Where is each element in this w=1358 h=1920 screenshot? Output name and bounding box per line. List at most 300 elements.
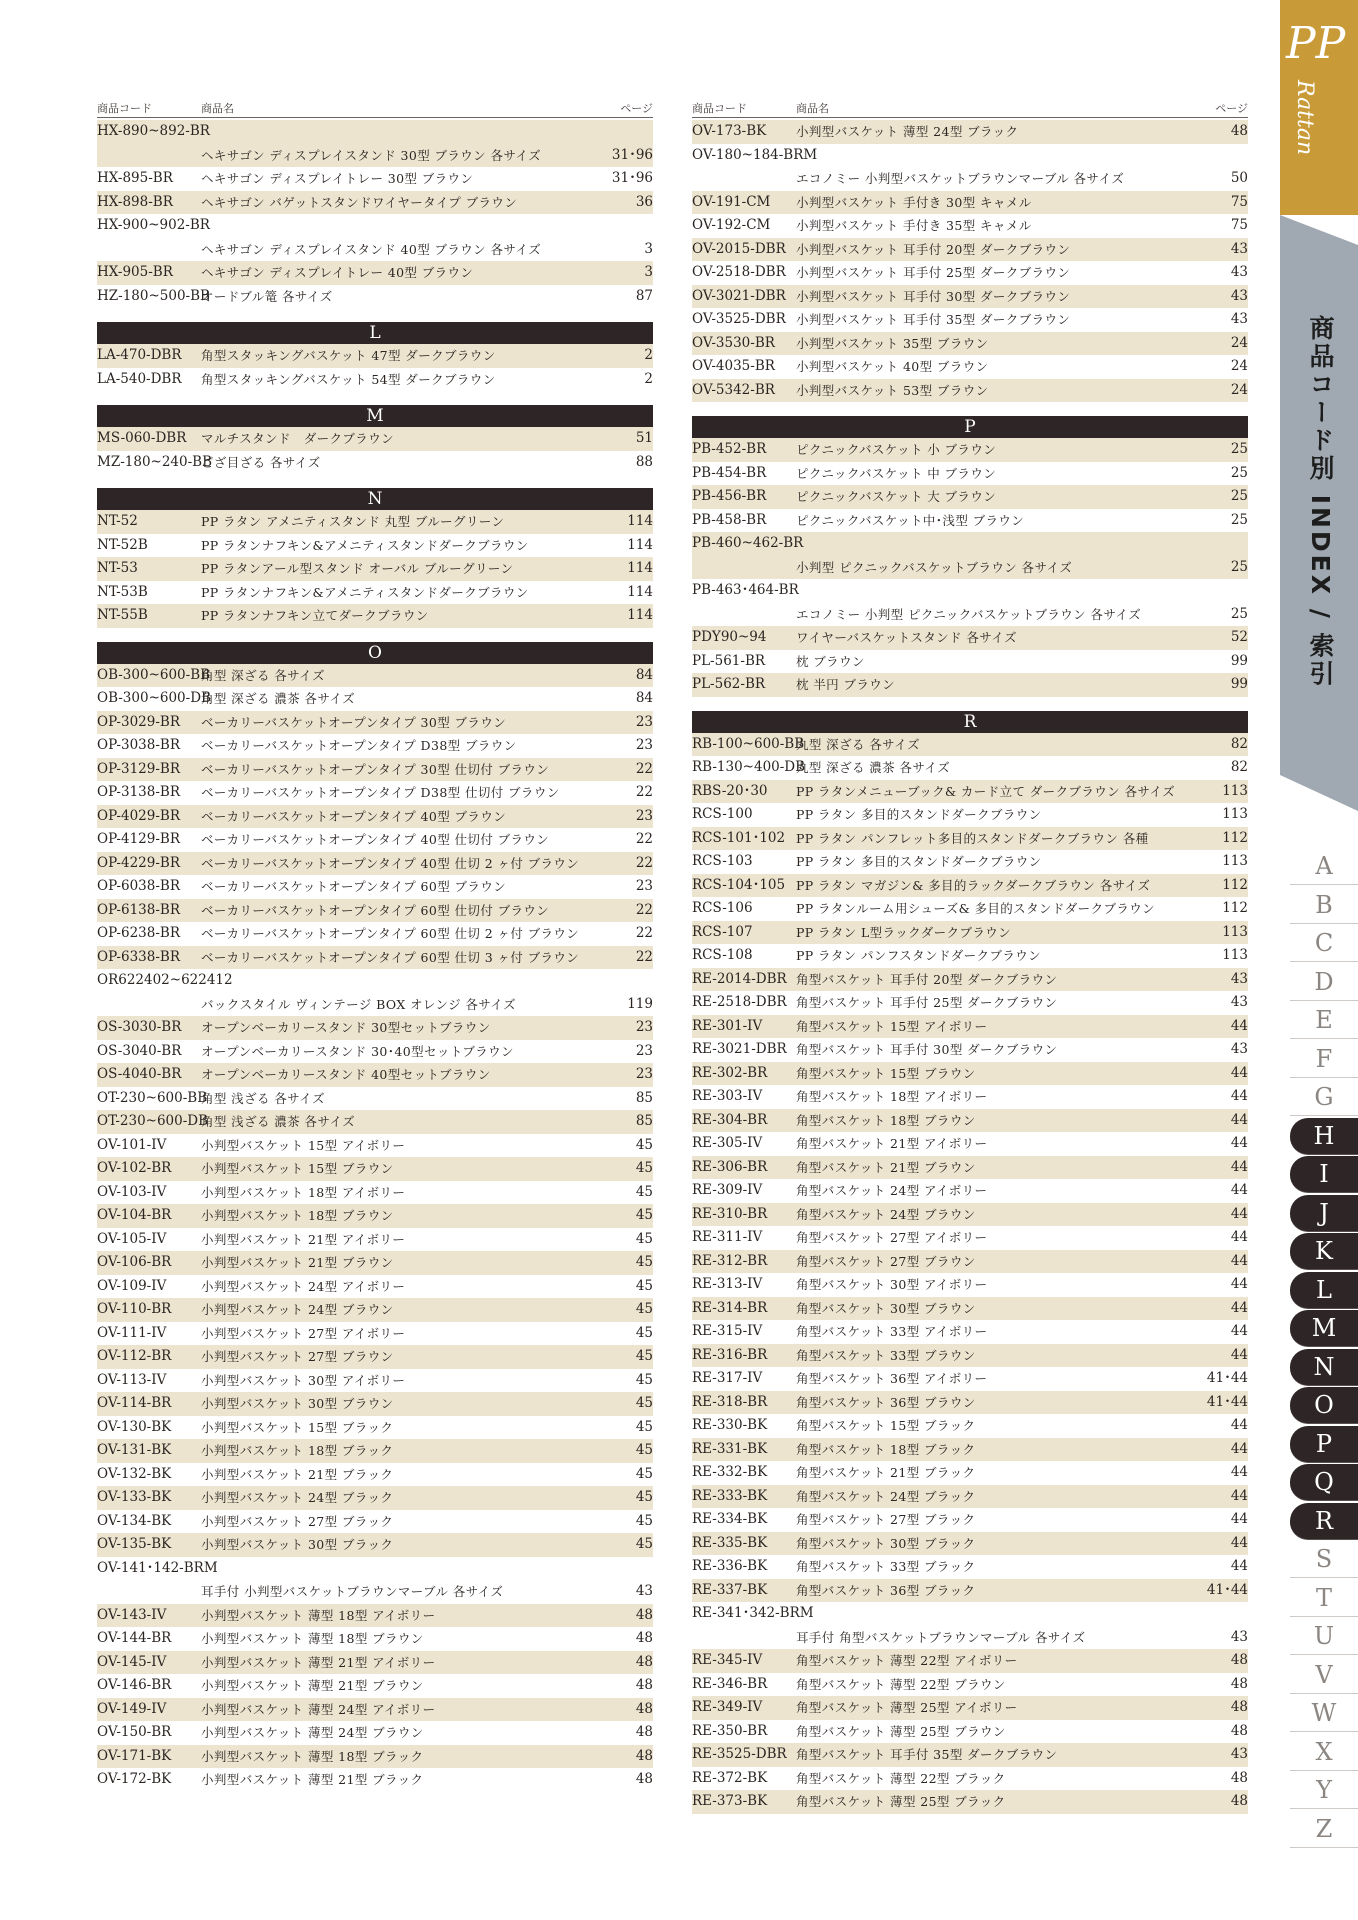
product-name: PP ラタンアール型スタンド オーバル ブルーグリーン [201, 561, 514, 576]
product-name: マルチスタンド ダークブラウン [201, 431, 395, 446]
index-row [692, 1320, 1248, 1344]
index-row [692, 1626, 1248, 1650]
product-code: OR622402~622412 [97, 972, 233, 988]
index-row [97, 993, 653, 1017]
product-name: 角型バスケット 薄型 22型 ブラウン [796, 1676, 1006, 1692]
product-code: HX-898-BR [97, 193, 173, 210]
product-name: 小判型バスケット 21型 ブラック [201, 1466, 394, 1482]
index-row [692, 261, 1248, 285]
index-row [692, 191, 1248, 215]
section-header-o: O [97, 642, 653, 664]
page-number: 25 [1230, 511, 1248, 528]
page-number: 43 [1230, 264, 1248, 280]
index-row [692, 462, 1248, 486]
index-row [97, 285, 653, 309]
product-code: RE-332-BK [692, 1464, 768, 1480]
product-name: 小判型バスケット 24型 ブラウン [201, 1302, 394, 1317]
page-number: 22 [635, 831, 653, 847]
index-row [97, 1157, 653, 1181]
product-name: 角型 深ざる 濃茶 各サイズ [201, 691, 356, 706]
page-number: 45 [635, 1230, 653, 1247]
index-row [692, 1485, 1248, 1509]
product-code: OP-3029-BR [97, 713, 180, 730]
index-row [97, 781, 653, 805]
index-row [97, 144, 653, 168]
index-row [692, 650, 1248, 674]
page-number: 44 [1230, 1440, 1248, 1457]
product-code: OV-146-BR [97, 1677, 172, 1693]
index-letter-k[interactable]: K [1290, 1233, 1358, 1270]
page-number: 85 [635, 1113, 653, 1129]
page-number: 25 [1230, 605, 1248, 622]
index-row [97, 969, 653, 993]
product-code: OV-141･142-BRM [97, 1559, 218, 1576]
product-name: PP ラタンルーム用シューズ& 多目的スタンドダークブラウン [796, 901, 1156, 916]
index-row [97, 1087, 653, 1111]
page-number: 48 [635, 1700, 653, 1717]
product-name: オープンベーカリースタンド 30型セットブラウン [201, 1020, 491, 1035]
page-number: 36 [635, 193, 653, 210]
brand-main: PP [1286, 18, 1346, 69]
index-letter-y[interactable]: Y [1290, 1772, 1358, 1809]
index-row [97, 1298, 653, 1322]
product-name: 小判型バスケット 21型 ブラウン [201, 1255, 394, 1270]
product-name: PP ラタンナフキン&アメニティスタンドダークブラウン [201, 537, 529, 553]
product-name: ベーカリーバスケットオープンタイプ 60型 仕切付 ブラウン [201, 902, 550, 918]
product-name: 小判型バスケット 27型 ブラウン [201, 1349, 394, 1364]
product-code: OS-4040-BR [97, 1066, 182, 1082]
page-number: 99 [1230, 652, 1248, 669]
page-number: 25 [1230, 488, 1248, 504]
index-letter-j[interactable]: J [1290, 1195, 1358, 1232]
product-code: PB-456-BR [692, 488, 767, 504]
product-name: 角型バスケット 36型 アイボリー [796, 1371, 988, 1386]
index-row [692, 532, 1248, 556]
page-number: 24 [1230, 358, 1248, 374]
product-code: RE-335-BK [692, 1534, 768, 1551]
page-number: 23 [635, 807, 653, 824]
index-row [97, 805, 653, 829]
index-row [97, 581, 653, 605]
product-code: RCS-106 [692, 900, 753, 916]
product-name: 角型バスケット 36型 ブラック [796, 1582, 976, 1598]
product-name: 角型バスケット 耳手付 20型 ダークブラウン [796, 971, 1058, 987]
index-letter-o[interactable]: O [1290, 1387, 1358, 1424]
product-code: OV-191-CM [692, 193, 771, 210]
page-number: 3 [644, 264, 653, 280]
index-row [97, 1604, 653, 1628]
product-code: OV-102-BR [97, 1160, 172, 1176]
product-name: 小判型バスケット 30型 ブラウン [201, 1396, 394, 1411]
index-letter-h[interactable]: H [1290, 1118, 1358, 1155]
index-row [97, 1463, 653, 1487]
page-number: 44 [1230, 1558, 1248, 1574]
page-number: 23 [635, 1019, 653, 1035]
index-row [97, 214, 653, 238]
page-number: 44 [1230, 1417, 1248, 1433]
product-code: RCS-108 [692, 947, 753, 963]
product-name: 角型バスケット 24型 ブラウン [796, 1206, 976, 1222]
page-number: 44 [1230, 1299, 1248, 1316]
product-code: OV-103-IV [97, 1183, 167, 1200]
index-row [97, 120, 653, 144]
product-name: ヘキサゴン ディスプレイトレー 30型 ブラウン [201, 171, 474, 186]
product-name: 小判型バスケット 手付き 30型 キャメル [796, 194, 1032, 210]
product-code: OV-4035-BR [692, 358, 775, 374]
product-name: 小判型バスケット 24型 ブラック [201, 1490, 394, 1505]
product-code: OS-3030-BR [97, 1019, 182, 1035]
index-row [692, 285, 1248, 309]
index-row [692, 803, 1248, 827]
product-code: RE-2518-DBR [692, 994, 787, 1010]
index-letter-n[interactable]: N [1290, 1349, 1358, 1386]
page-number: 113 [1222, 853, 1248, 869]
product-code: RE-317-IV [692, 1370, 763, 1386]
index-letter-t[interactable]: T [1290, 1580, 1358, 1617]
product-name: 小判型バスケット 53型 ブラウン [796, 382, 989, 398]
product-name: 小判型バスケット 薄型 18型 ブラウン [201, 1631, 424, 1646]
page-number: 45 [635, 1136, 653, 1153]
product-name: ベーカリーバスケットオープンタイプ D38型 仕切付 ブラウン [201, 785, 560, 800]
index-row [97, 510, 653, 534]
section-header-n: N [97, 488, 653, 510]
page-number: 45 [635, 1207, 653, 1223]
product-name: 枕 ブラウン [796, 653, 865, 669]
index-row [97, 946, 653, 970]
page-number: 43 [1230, 994, 1248, 1010]
index-row [692, 1156, 1248, 1180]
page-number: 84 [635, 666, 653, 683]
index-row [692, 1602, 1248, 1626]
index-row [692, 485, 1248, 509]
index-row [692, 874, 1248, 898]
product-code: MZ-180~240-BB [97, 453, 213, 470]
section-header-r: R [692, 711, 1248, 733]
product-name: 角型バスケット 27型 ブラック [796, 1512, 976, 1527]
product-code: PB-460~462-BR [692, 535, 804, 551]
index-letter-b[interactable]: B [1290, 887, 1358, 924]
product-name: 小判型バスケット 薄型 24型 ブラウン [201, 1725, 424, 1740]
index-row [692, 238, 1248, 262]
page-number: 45 [635, 1442, 653, 1458]
product-name: 小判型バスケット 15型 アイボリー [201, 1137, 406, 1153]
index-row [97, 711, 653, 735]
product-name: 角型バスケット 耳手付 30型 ダークブラウン [796, 1042, 1058, 1057]
product-code: RBS-20･30 [692, 782, 768, 799]
page-number: 113 [1222, 947, 1248, 963]
product-name: バックスタイル ヴィンテージ BOX オレンジ 各サイズ [201, 996, 516, 1012]
index-row [692, 756, 1248, 780]
index-row [692, 1179, 1248, 1203]
index-row [692, 167, 1248, 191]
index-row [692, 733, 1248, 757]
index-row [97, 451, 653, 475]
index-row [692, 332, 1248, 356]
index-letter-d[interactable]: D [1290, 964, 1358, 1001]
index-row [97, 1275, 653, 1299]
product-name: 小判型バスケット 18型 ブラウン [201, 1208, 394, 1223]
page-number: 45 [635, 1324, 653, 1341]
index-letter-a[interactable]: A [1290, 848, 1358, 885]
index-row [97, 1251, 653, 1275]
product-name: 小判型バスケット 24型 アイボリー [201, 1278, 406, 1294]
product-code: RE-3021-DBR [692, 1041, 787, 1057]
right-index-column [692, 97, 1248, 1814]
product-code: RE-305-IV [692, 1135, 763, 1151]
index-row [97, 1557, 653, 1581]
section-header-l: L [97, 322, 653, 344]
page-number: 41･44 [1206, 1370, 1248, 1386]
page-number: 82 [1230, 759, 1248, 775]
index-letter-l[interactable]: L [1290, 1272, 1358, 1309]
product-code: OP-6338-BR [97, 948, 180, 965]
product-code: PL-562-BR [692, 676, 766, 692]
index-row [692, 379, 1248, 403]
product-code: RE-349-IV [692, 1699, 763, 1715]
product-code: RE-304-BR [692, 1111, 768, 1128]
index-letter-s[interactable]: S [1290, 1541, 1358, 1578]
page-number: 43 [1230, 287, 1248, 304]
product-name: 角型バスケット 33型 アイボリー [796, 1324, 988, 1339]
product-code: PB-452-BR [692, 441, 767, 457]
product-code: OP-6238-BR [97, 925, 180, 941]
index-row [692, 780, 1248, 804]
index-row [692, 1696, 1248, 1720]
column-header [97, 97, 653, 118]
product-code: HZ-180~500-BB [97, 287, 210, 304]
index-row [692, 355, 1248, 379]
index-row [97, 1369, 653, 1393]
page-number: 45 [635, 1489, 653, 1505]
product-name: オープンベーカリースタンド 40型セットブラウン [201, 1067, 491, 1082]
index-letter-i[interactable]: I [1290, 1156, 1358, 1193]
index-row [97, 1040, 653, 1064]
page-number: 43 [1230, 1041, 1248, 1057]
page-number: 45 [635, 1277, 653, 1294]
product-code: OB-300~600-BB [97, 666, 211, 683]
page-number: 45 [635, 1536, 653, 1552]
product-name: PP ラタンナフキン&アメニティスタンドダークブラウン [201, 584, 529, 600]
index-row [692, 626, 1248, 650]
index-row [97, 344, 653, 368]
index-row [97, 1674, 653, 1698]
index-row [692, 1273, 1248, 1297]
product-name: 小判型バスケット 薄型 18型 ブラック [201, 1748, 424, 1764]
product-code: RE-301-IV [692, 1017, 763, 1034]
page-number: 23 [635, 1066, 653, 1082]
product-code: OP-3138-BR [97, 784, 180, 800]
product-name: 角型バスケット 30型 ブラック [796, 1535, 976, 1551]
product-code: OV-2518-DBR [692, 264, 786, 280]
product-name: 角型バスケット 薄型 22型 ブラック [796, 1770, 1006, 1786]
product-name: ベーカリーバスケットオープンタイプ 40型 仕切 2 ヶ付 ブラウン [201, 855, 580, 871]
index-row [692, 1508, 1248, 1532]
product-name: 角型バスケット 27型 ブラウン [796, 1253, 976, 1269]
product-code: RCS-104･105 [692, 876, 786, 893]
page-number: 114 [627, 583, 653, 600]
index-row [692, 1649, 1248, 1673]
page-number: 22 [635, 760, 653, 777]
section-header-m: M [97, 405, 653, 427]
product-name: 小判型バスケット 薄型 24型 アイボリー [201, 1701, 436, 1717]
column-header [692, 97, 1248, 118]
product-name: 小判型バスケット 薄型 21型 ブラウン [201, 1678, 424, 1693]
product-code: PB-458-BR [692, 511, 767, 528]
product-name: 小判型バスケット 27型 ブラック [201, 1513, 394, 1529]
page-number: 3 [644, 240, 653, 257]
product-code: RE-309-IV [692, 1182, 763, 1198]
product-name: 小判型バスケット 27型 アイボリー [201, 1325, 406, 1341]
product-code: RE-372-BK [692, 1769, 768, 1786]
index-side-tab [1280, 0, 1358, 1920]
page-number: 41･44 [1206, 1581, 1248, 1598]
product-code: OV-111-IV [97, 1324, 167, 1341]
product-name: 小判型バスケット 15型 ブラック [201, 1419, 394, 1435]
product-name: 角型バスケット 18型 ブラック [796, 1441, 976, 1457]
index-letter-v[interactable]: V [1290, 1657, 1358, 1694]
product-name: 角型バスケット 耳手付 25型 ダークブラウン [796, 995, 1058, 1010]
index-row [692, 1743, 1248, 1767]
page-number: 119 [627, 995, 653, 1012]
page-number: 44 [1230, 1135, 1248, 1151]
product-code: NT-53 [97, 560, 138, 576]
page-number: 75 [1230, 193, 1248, 210]
product-code: RE-306-BR [692, 1158, 768, 1175]
page-number: 43 [1230, 311, 1248, 327]
product-name: 角型バスケット 21型 ブラック [796, 1465, 976, 1480]
index-row [97, 875, 653, 899]
product-name: ベーカリーバスケットオープンタイプ 60型 仕切 3 ヶ付 ブラウン [201, 949, 580, 965]
product-name: 角型バスケット 耳手付 35型 ダークブラウン [796, 1747, 1058, 1762]
page-number: 2 [644, 347, 653, 363]
product-name: ピクニックバスケット 小 ブラウン [796, 442, 997, 457]
product-name: PP ラタン アメニティスタンド 丸型 ブルーグリーン [201, 514, 505, 529]
product-code: RB-100~600-BB [692, 735, 805, 752]
product-code: OS-3040-BR [97, 1042, 182, 1059]
product-code: PL-561-BR [692, 652, 766, 669]
product-code: OV-104-BR [97, 1207, 172, 1223]
product-name: ござ目ざる 各サイズ [201, 454, 321, 470]
product-name: PP ラタンナフキン立てダークブラウン [201, 608, 429, 623]
index-row [97, 828, 653, 852]
index-row [97, 1698, 653, 1722]
product-name: PP ラタン パンフスタンドダークブラウン [796, 948, 1042, 963]
product-name: ベーカリーバスケットオープンタイプ 40型 仕切付 ブラウン [201, 832, 550, 847]
product-code: RE-3525-DBR [692, 1746, 787, 1762]
page-number: 44 [1230, 1064, 1248, 1081]
index-row [692, 1226, 1248, 1250]
index-row [692, 1132, 1248, 1156]
product-name: 小判型 ピクニックバスケットブラウン 各サイズ [796, 559, 1073, 575]
product-name: 角型バスケット 24型 ブラック [796, 1488, 976, 1504]
index-row [97, 1345, 653, 1369]
header-code: 商品コード [692, 102, 747, 115]
product-code: OV-3530-BR [692, 334, 775, 351]
index-row [97, 191, 653, 215]
index-row [97, 687, 653, 711]
product-name: PP ラタン L型ラックダークブラウン [796, 924, 1012, 940]
index-row [692, 438, 1248, 462]
index-row [692, 1673, 1248, 1697]
index-letter-e[interactable]: E [1290, 1002, 1358, 1039]
product-name: 小判型バスケット 18型 アイボリー [201, 1184, 406, 1200]
index-letter-r[interactable]: R [1290, 1503, 1358, 1540]
left-rows [97, 120, 653, 1792]
product-name: ベーカリーバスケットオープンタイプ 60型 仕切 2 ヶ付 ブラウン [201, 926, 580, 941]
index-letter-z[interactable]: Z [1290, 1811, 1358, 1848]
product-code: RE-341･342-BRM [692, 1605, 814, 1621]
product-name: 小判型バスケット 薄型 21型 ブラック [201, 1772, 424, 1787]
index-row [97, 852, 653, 876]
header-name: 商品名 [201, 102, 234, 115]
index-row [97, 1627, 653, 1651]
product-code: OV-135-BK [97, 1536, 172, 1552]
index-row [692, 1767, 1248, 1791]
product-code: NT-55B [97, 607, 148, 623]
index-letter-g[interactable]: G [1290, 1079, 1358, 1116]
product-name: 角型バスケット 33型 ブラウン [796, 1347, 976, 1363]
index-letter-p[interactable]: P [1290, 1426, 1358, 1463]
index-row [692, 1391, 1248, 1415]
product-code: OV-109-IV [97, 1277, 167, 1294]
index-letter-x[interactable]: X [1290, 1734, 1358, 1771]
index-letter-m[interactable]: M [1290, 1310, 1358, 1347]
index-row [692, 991, 1248, 1015]
index-letter-c[interactable]: C [1290, 925, 1358, 962]
product-code: HX-905-BR [97, 264, 173, 280]
page-number: 114 [627, 607, 653, 623]
product-code: RB-130~400-DB [692, 759, 806, 775]
page-number: 112 [1222, 829, 1248, 846]
page-number: 43 [1230, 1746, 1248, 1762]
index-row [97, 664, 653, 688]
header-name: 商品名 [796, 102, 829, 115]
page-number: 48 [635, 1747, 653, 1764]
product-code: RE-334-BK [692, 1511, 768, 1527]
index-row [97, 1721, 653, 1745]
index-letter-q[interactable]: Q [1290, 1464, 1358, 1501]
index-row [97, 899, 653, 923]
page-number: 44 [1230, 1464, 1248, 1480]
index-row [692, 897, 1248, 921]
product-name: 小判型バスケット 薄型 24型 ブラック [796, 124, 1019, 139]
product-code: OV-5342-BR [692, 381, 775, 398]
index-letter-f[interactable]: F [1290, 1041, 1358, 1078]
index-letter-u[interactable]: U [1290, 1618, 1358, 1655]
product-code: RE-333-BK [692, 1487, 768, 1504]
product-code: RE-2014-DBR [692, 970, 787, 987]
product-name: 角型バスケット 24型 アイボリー [796, 1183, 988, 1198]
product-code: OP-3038-BR [97, 737, 180, 753]
page-number: 45 [635, 1160, 653, 1176]
index-row [692, 144, 1248, 168]
index-row [97, 1768, 653, 1792]
index-row [97, 1322, 653, 1346]
right-rows [692, 120, 1248, 1814]
index-row [97, 604, 653, 628]
index-row [692, 1414, 1248, 1438]
product-code: OV-2015-DBR [692, 240, 786, 257]
index-row [97, 1486, 653, 1510]
brand-logo [1286, 18, 1352, 156]
product-code: HX-890~892-BR [97, 123, 210, 139]
page-number: 112 [1222, 900, 1248, 916]
product-name: ヘキサゴン ディスプレイスタンド 30型 ブラウン 各サイズ [201, 147, 542, 163]
product-code: OV-180~184-BRM [692, 146, 818, 163]
page-number: 31･96 [611, 146, 653, 163]
index-letter-w[interactable]: W [1290, 1695, 1358, 1732]
index-row [692, 968, 1248, 992]
